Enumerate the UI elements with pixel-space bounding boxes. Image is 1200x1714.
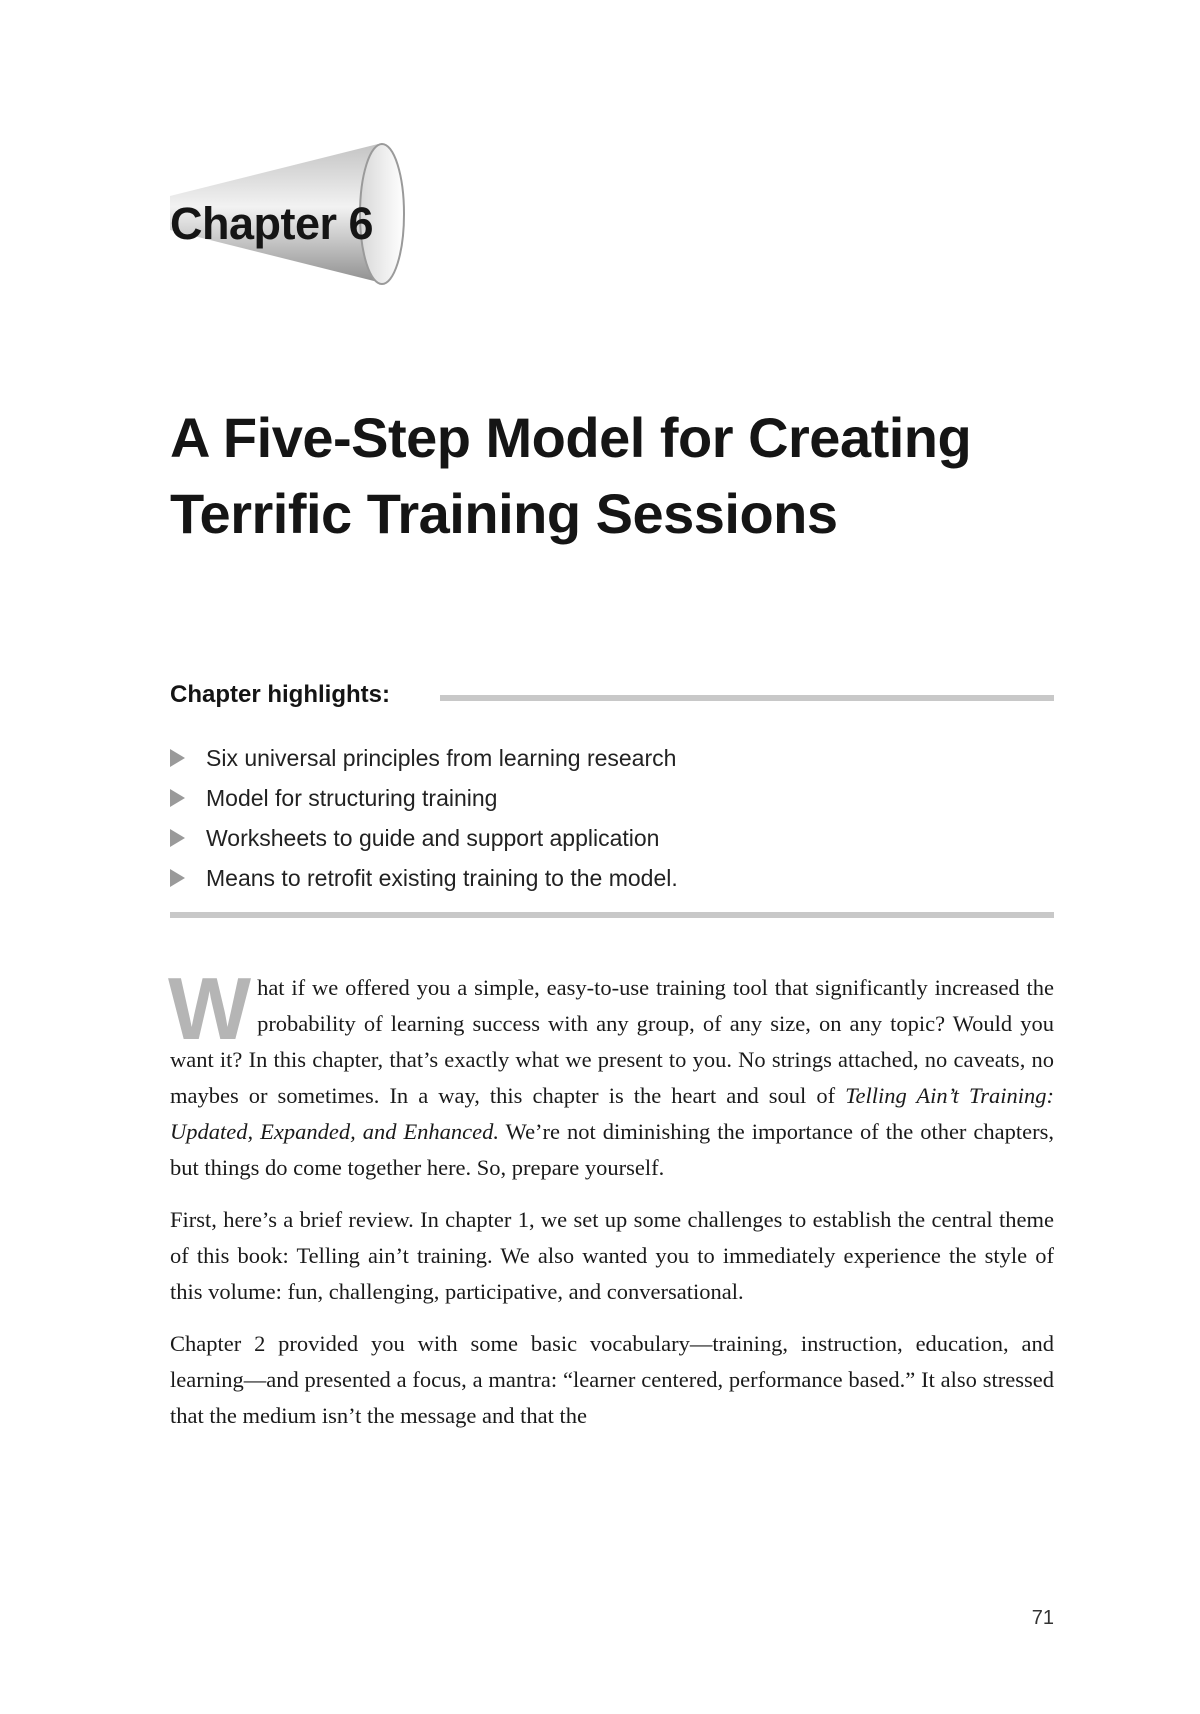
paragraph-intro: [168, 959, 1055, 1186]
highlights-top-rule: [440, 695, 1054, 701]
paragraph-intro-text-a: hat if we offered you a simple, easy-to-use training tool that significantly increased the probability of learning success with any group, of any size, on any topic? Would you want it? In this chapter, that’s exactly what we present to you. No strings attached, no caveats, no maybes or sometimes. In a way, this chapter is the heart and soul of: [170, 975, 1054, 1108]
drop-cap: W: [168, 959, 252, 1058]
page-number: 71: [1031, 1607, 1054, 1629]
triangle-bullet-icon: [170, 749, 185, 767]
paragraph-review: First, here’s a brief review. In chapter 1, we set up some challenges to establish the central theme of this book: Telling ain’t training. We also wanted you to immediately experience the style of this volume: fun, challenging, participative, and conversational.: [170, 1207, 1054, 1304]
list-item: [170, 818, 678, 858]
triangle-bullet-icon: [170, 789, 185, 807]
list-item: [170, 778, 678, 818]
highlight-text: Model for structuring training: [206, 784, 498, 811]
paragraph-chapter2: Chapter 2 provided you with some basic vocabulary—training, instruction, education, and learning—and presented a focus, a mantra: “learner centered, performance based.” It also stressed that the medium isn’t the message and that the: [170, 1331, 1054, 1428]
paragraph-intro-text-b: We’re not diminishing the importance of the other chapters, but things do come together here. So, prepare yourself.: [170, 1119, 1055, 1180]
highlights-heading: Chapter highlights:: [170, 681, 404, 709]
triangle-bullet-icon: [170, 829, 185, 847]
book-title-citation: Telling Ain’t Training: Updated, Expanded, and Enhanced.: [170, 1083, 1054, 1144]
highlights-bottom-rule: [170, 912, 1054, 918]
triangle-bullet-icon: [170, 869, 185, 887]
highlights-list: [170, 738, 678, 898]
chapter-label: Chapter 6: [170, 198, 374, 249]
body-text: [168, 959, 1055, 1450]
highlight-text: Six universal principles from learning research: [206, 744, 677, 771]
list-item: [170, 858, 678, 898]
list-item: [170, 738, 678, 778]
highlight-text: Worksheets to guide and support application: [206, 824, 660, 851]
highlight-text: Means to retrofit existing training to the model.: [206, 864, 678, 891]
chapter-title: A Five-Step Model for Creating Terrific Training Sessions: [170, 406, 972, 545]
